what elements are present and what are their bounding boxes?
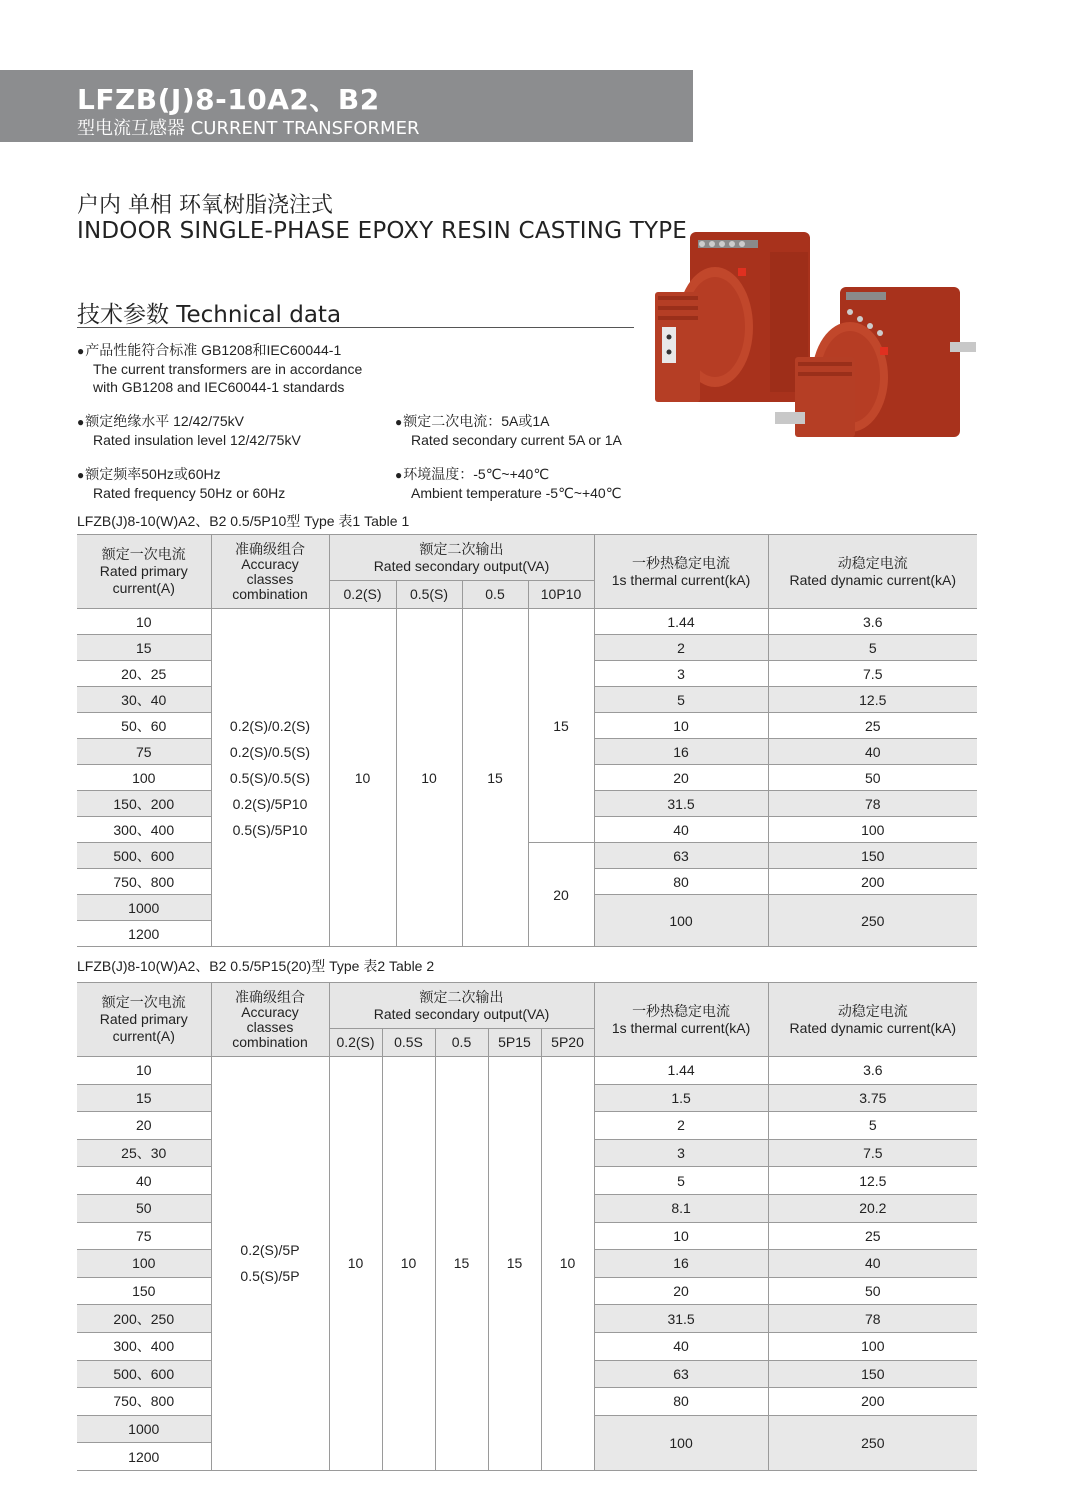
header-text: combination [232, 1033, 308, 1050]
bullet-temperature [395, 465, 621, 502]
header-text: 准确级组合 [235, 540, 305, 557]
primary-current-cell: 15 [77, 1084, 211, 1112]
dynamic-cell: 20.2 [768, 1194, 977, 1222]
dynamic-cell: 150 [768, 1360, 977, 1388]
bullet-cn: ● 额定频率50Hz或60Hz [77, 465, 285, 484]
accuracy-value: 0.2(S)/5P10 [232, 795, 308, 812]
output-10p10-cell: 20 [528, 843, 594, 947]
thermal-cell: 80 [594, 869, 768, 895]
thermal-cell: 1.44 [594, 1057, 768, 1085]
output-0-2s-cell: 10 [329, 1057, 382, 1471]
primary-current-cell: 750、800 [77, 869, 211, 895]
primary-current-cell: 25、30 [77, 1139, 211, 1167]
dynamic-cell: 200 [768, 1388, 977, 1416]
accuracy-value: 0.2(S)/5P [240, 1242, 300, 1259]
header-text: 1s thermal current(kA) [611, 1019, 751, 1036]
thermal-cell: 1.5 [594, 1084, 768, 1112]
bullet-en: Ambient temperature -5℃~+40℃ [411, 485, 622, 501]
heading-divider [77, 327, 634, 328]
thermal-cell: 31.5 [594, 1305, 768, 1333]
dynamic-cell: 5 [768, 1112, 977, 1140]
accuracy-cell [211, 609, 329, 947]
bullet-en: with GB1208 and IEC60044-1 standards [93, 379, 345, 395]
header-text: current(A) [112, 580, 175, 596]
thermal-cell: 80 [594, 1388, 768, 1416]
thermal-cell: 1.44 [594, 609, 768, 635]
thermal-cell: 20 [594, 765, 768, 791]
thermal-cell: 100 [594, 895, 768, 947]
transformer-back [655, 232, 810, 402]
bullet-insulation [77, 412, 301, 449]
col-header-secondary-output [329, 983, 594, 1029]
header-text: classes [246, 570, 294, 587]
accuracy-value: 0.5(S)/5P10 [232, 821, 308, 838]
accuracy-value: 0.2(S)/0.2(S) [229, 717, 311, 734]
header-text: Rated primary [99, 1011, 188, 1027]
thermal-cell: 16 [594, 739, 768, 765]
header-text: Rated secondary output(VA) [373, 557, 550, 574]
type-heading-en: INDOOR SINGLE-PHASE EPOXY RESIN CASTING TYPE [77, 218, 688, 244]
thermal-cell: 31.5 [594, 791, 768, 817]
col-header-dynamic [768, 983, 977, 1057]
subheader-0-2s: 0.2(S) [329, 1029, 382, 1057]
bullet-secondary-current [395, 412, 622, 449]
col-header-thermal [594, 983, 768, 1057]
dynamic-cell: 40 [768, 739, 977, 765]
dynamic-cell: 100 [768, 817, 977, 843]
primary-current-cell: 20、25 [77, 661, 211, 687]
header-text: 1s thermal current(kA) [611, 571, 751, 588]
bullet-en: Rated frequency 50Hz or 60Hz [93, 485, 286, 501]
thermal-cell: 8.1 [594, 1194, 768, 1222]
accuracy-value: 0.2(S)/0.5(S) [229, 743, 311, 760]
bullet-cn: ● 额定绝缘水平 12/42/75kV [77, 412, 301, 431]
col-header-secondary-output [329, 535, 594, 581]
header-text: current(A) [112, 1028, 175, 1044]
primary-current-cell: 50、60 [77, 713, 211, 739]
header-text: Rated secondary output(VA) [373, 1005, 550, 1022]
thermal-cell: 20 [594, 1277, 768, 1305]
thermal-cell: 3 [594, 661, 768, 687]
dynamic-cell: 12.5 [768, 1167, 977, 1195]
header-text: classes [246, 1018, 294, 1035]
dynamic-cell: 7.5 [768, 661, 977, 687]
col-header-primary [77, 535, 211, 609]
thermal-cell: 40 [594, 1332, 768, 1360]
thermal-cell: 40 [594, 817, 768, 843]
primary-current-cell: 10 [77, 609, 211, 635]
primary-current-cell: 75 [77, 1222, 211, 1250]
output-0-5s-cell: 10 [382, 1057, 435, 1471]
header-text: 动稳定电流 [837, 554, 908, 571]
output-0-5-cell: 15 [435, 1057, 488, 1471]
col-header-primary [77, 983, 211, 1057]
subheader-0-5s: 0.5(S) [396, 581, 462, 609]
bullet-en: Rated secondary current 5A or 1A [411, 432, 622, 448]
header-text: Rated dynamic current(kA) [789, 571, 956, 588]
dynamic-cell: 5 [768, 635, 977, 661]
header-text: combination [232, 585, 308, 602]
header-text: 动稳定电流 [837, 1002, 908, 1019]
table2-caption: LFZB(J)8-10(W)A2、B2 0.5/5P15(20)型 Type 表2 Table 2 [77, 958, 435, 974]
thermal-cell: 5 [594, 1167, 768, 1195]
product-photo [650, 222, 980, 442]
accuracy-cell [211, 1057, 329, 1471]
header-text: 额定一次电流 [101, 546, 186, 562]
header-text: Rated dynamic current(kA) [789, 1019, 957, 1036]
thermal-cell: 16 [594, 1250, 768, 1278]
table1-caption: LFZB(J)8-10(W)A2、B2 0.5/5P10型 Type 表1 Table 1 [77, 513, 410, 529]
primary-current-cell: 300、400 [77, 817, 211, 843]
thermal-cell: 3 [594, 1139, 768, 1167]
header-text: 一秒热稳定电流 [632, 554, 730, 571]
bullet-cn: ● 环境温度：-5℃~+40℃ [395, 465, 621, 484]
table2 [77, 982, 977, 1471]
bullet-standard [77, 341, 362, 396]
header-text: 额定一次电流 [101, 994, 186, 1010]
subheader-0-5: 0.5 [435, 1029, 488, 1057]
dynamic-cell: 250 [768, 1415, 977, 1470]
dynamic-cell: 3.75 [768, 1084, 977, 1112]
subheader-5p15: 5P15 [488, 1029, 541, 1057]
dynamic-cell: 12.5 [768, 687, 977, 713]
thermal-cell: 100 [594, 1415, 768, 1470]
table1 [77, 534, 977, 947]
dynamic-cell: 3.6 [768, 609, 977, 635]
output-0-2s-cell: 10 [329, 609, 396, 947]
primary-current-cell: 500、600 [77, 843, 211, 869]
bullet-cn: ● 产品性能符合标准 GB1208和IEC60044-1 [77, 341, 362, 360]
dynamic-cell: 250 [768, 895, 977, 947]
header-text: 额定二次输出 [419, 540, 504, 557]
dynamic-cell: 100 [768, 1332, 977, 1360]
dynamic-cell: 40 [768, 1250, 977, 1278]
primary-current-cell: 1200 [77, 1443, 211, 1471]
primary-current-cell: 1000 [77, 895, 211, 921]
thermal-cell: 10 [594, 713, 768, 739]
dynamic-cell: 25 [768, 713, 977, 739]
page-title: LFZB(J)8-10A2、B2 [77, 83, 380, 116]
dynamic-cell: 78 [768, 1305, 977, 1333]
dynamic-cell: 3.6 [768, 1057, 977, 1085]
primary-current-cell: 150、200 [77, 791, 211, 817]
thermal-cell: 2 [594, 1112, 768, 1140]
page-subtitle: 型电流互感器 CURRENT TRANSFORMER [77, 118, 420, 139]
col-header-accuracy [211, 535, 329, 609]
primary-current-cell: 40 [77, 1167, 211, 1195]
technical-data-heading: 技术参数 Technical data [77, 302, 342, 328]
dynamic-cell: 7.5 [768, 1139, 977, 1167]
thermal-cell: 63 [594, 1360, 768, 1388]
output-5p15-cell: 15 [488, 1057, 541, 1471]
primary-current-cell: 50 [77, 1194, 211, 1222]
header-text: Rated primary [99, 563, 188, 579]
output-10p10-cell: 15 [528, 609, 594, 843]
dynamic-cell: 78 [768, 791, 977, 817]
primary-current-cell: 750、800 [77, 1388, 211, 1416]
primary-current-cell: 150 [77, 1277, 211, 1305]
dynamic-cell: 150 [768, 843, 977, 869]
accuracy-value: 0.5(S)/5P [240, 1268, 300, 1285]
col-header-dynamic [768, 535, 977, 609]
header-text: 额定二次输出 [419, 988, 504, 1005]
primary-current-cell: 1200 [77, 921, 211, 947]
thermal-cell: 10 [594, 1222, 768, 1250]
primary-current-cell: 10 [77, 1057, 211, 1085]
primary-current-cell: 1000 [77, 1415, 211, 1443]
type-heading-cn: 户内 单相 环氧树脂浇注式 [77, 193, 333, 218]
header-text: Accuracy [241, 555, 299, 572]
primary-current-cell: 30、40 [77, 687, 211, 713]
primary-current-cell: 15 [77, 635, 211, 661]
thermal-cell: 63 [594, 843, 768, 869]
primary-current-cell: 100 [77, 765, 211, 791]
subheader-0-2s: 0.2(S) [329, 581, 396, 609]
dynamic-cell: 25 [768, 1222, 977, 1250]
output-5p20-cell: 10 [541, 1057, 594, 1471]
subheader-10p10: 10P10 [528, 581, 594, 609]
col-header-accuracy [211, 983, 329, 1057]
subheader-0-5: 0.5 [462, 581, 528, 609]
primary-current-cell: 200、250 [77, 1305, 211, 1333]
primary-current-cell: 300、400 [77, 1332, 211, 1360]
output-0-5s-cell: 10 [396, 609, 462, 947]
header-text: Accuracy [241, 1003, 299, 1020]
bullet-frequency [77, 465, 285, 502]
thermal-cell: 5 [594, 687, 768, 713]
subheader-0-5s: 0.5S [382, 1029, 435, 1057]
header-text: 一秒热稳定电流 [632, 1002, 731, 1019]
primary-current-cell: 100 [77, 1250, 211, 1278]
dynamic-cell: 50 [768, 1277, 977, 1305]
col-header-thermal [594, 535, 768, 609]
header-banner [0, 70, 693, 142]
primary-current-cell: 75 [77, 739, 211, 765]
bullet-en: Rated insulation level 12/42/75kV [93, 432, 301, 448]
dynamic-cell: 50 [768, 765, 977, 791]
thermal-cell: 2 [594, 635, 768, 661]
primary-current-cell: 20 [77, 1112, 211, 1140]
primary-current-cell: 500、600 [77, 1360, 211, 1388]
header-text: 准确级组合 [235, 988, 305, 1005]
subheader-5p20: 5P20 [541, 1029, 594, 1057]
dynamic-cell: 200 [768, 869, 977, 895]
bullet-cn: ● 额定二次电流：5A或1A [395, 412, 622, 431]
accuracy-value: 0.5(S)/0.5(S) [229, 769, 311, 786]
output-0-5-cell: 15 [462, 609, 528, 947]
bullet-en: The current transformers are in accordance [93, 361, 363, 377]
